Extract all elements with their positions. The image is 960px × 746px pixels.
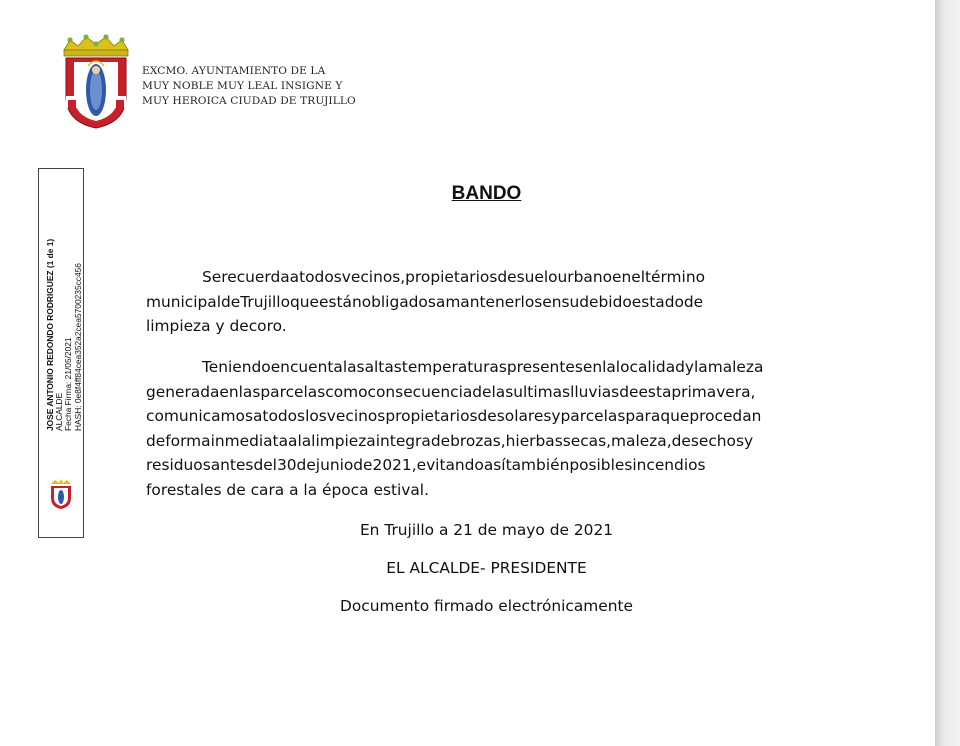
signer-title: EL ALCALDE- PRESIDENTE xyxy=(386,559,587,577)
paragraph-2 xyxy=(146,355,830,503)
place-date: En Trujillo a 21 de mayo de 2021 xyxy=(359,521,614,539)
paragraph-line: deformainmediataalalimpiezaintegradebrozas,hierbassecas,maleza,desechosy xyxy=(146,431,754,450)
paragraph-line: Serecuerdaatodosvecinos,propietariosdesuelourbanoeneltérmino xyxy=(202,268,705,286)
paragraph-line: municipaldeTrujilloqueestánobligadosamantenerlosensudebidoestadode xyxy=(146,292,704,311)
paragraph-line: residuosantesdel30dejuniode2021,evitandoasítambiénposiblesincendios xyxy=(146,456,706,475)
paragraph-1 xyxy=(146,265,830,339)
small-crest-icon xyxy=(46,478,76,510)
signature-hash: HASH: 0e8f4ff84cea352a2cea5700235cc456 xyxy=(72,263,83,431)
electronic-signature-box xyxy=(38,168,84,538)
header-line: MUY HEROICA CIUDAD DE TRUJILLO xyxy=(142,95,356,107)
paragraph-line: generadaenlasparcelascomoconsecuenciadelasultimaslluviasdeestaprimavera, xyxy=(146,382,756,401)
signer-role: ALCALDE xyxy=(54,392,65,431)
institution-header xyxy=(142,64,356,109)
page-edge-shadow xyxy=(935,0,960,746)
signature-date: Fecha Firma: 21/05/2021 xyxy=(63,337,74,431)
document-title: BANDO xyxy=(451,183,522,204)
paragraph-line: comunicamosatodoslosvecinospropietariosdesolaresyparcelasparaqueprocedan xyxy=(146,407,762,426)
crown-icon xyxy=(64,34,128,56)
signature-text xyxy=(46,131,83,431)
paragraph-line: forestales de cara a la época estival. xyxy=(146,480,429,499)
header-line: MUY NOBLE MUY LEAL INSIGNE Y xyxy=(142,80,343,92)
electronic-signature-note: Documento firmado electrónicamente xyxy=(339,597,634,615)
paragraph-line: Teniendoencuentalasaltastemperaturaspresentesenlalocalidadylamaleza xyxy=(202,358,764,376)
signer-name: JOSE ANTONIO REDONDO RODRIGUEZ (1 de 1) xyxy=(45,238,55,431)
paragraph-line: limpieza y decoro. xyxy=(146,317,287,336)
coat-of-arms-logo xyxy=(58,34,134,130)
header-line: EXCMO. AYUNTAMIENTO DE LA xyxy=(142,65,326,77)
